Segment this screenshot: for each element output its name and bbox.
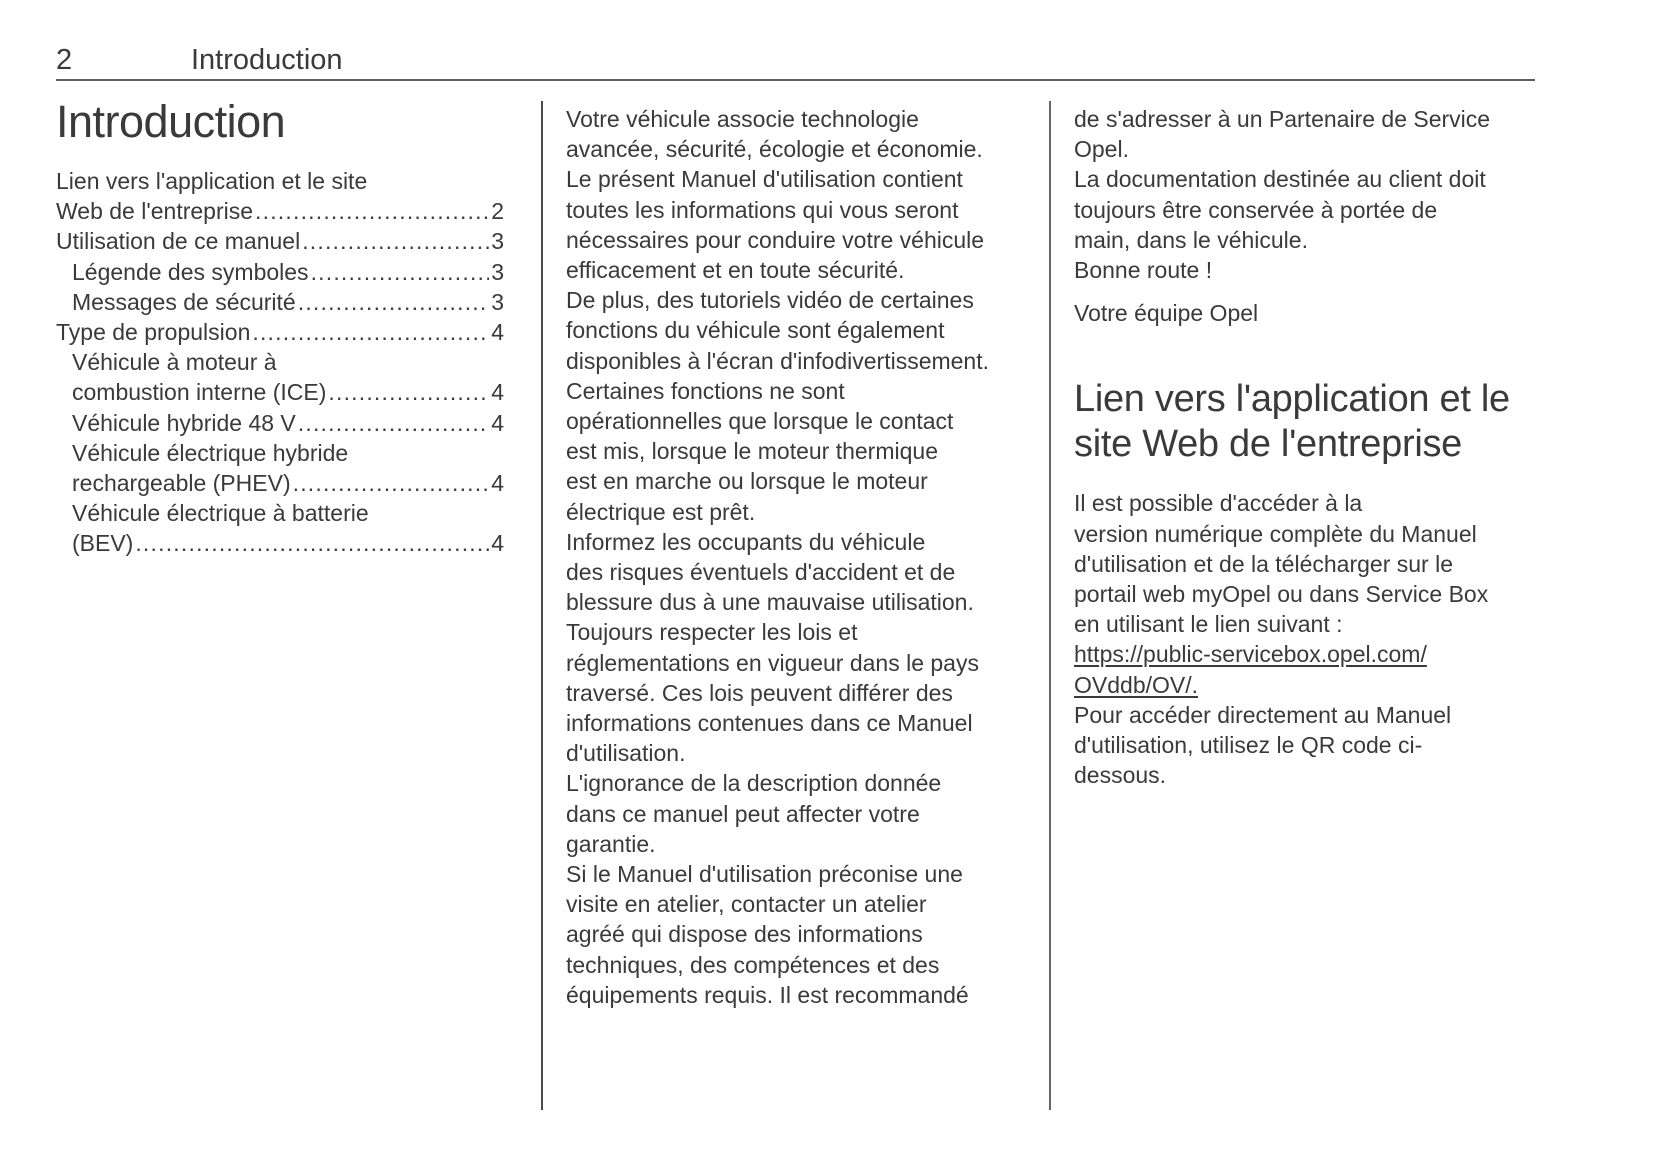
text-line: opérationnelles que lorsque le contact bbox=[566, 408, 954, 435]
dot-leader bbox=[255, 196, 489, 226]
intro-body-text bbox=[566, 104, 1036, 1010]
text-line: Votre véhicule associe technologie bbox=[566, 106, 919, 132]
text-line: toutes les informations qui vous seront bbox=[566, 196, 959, 223]
toc-entry[interactable] bbox=[56, 438, 504, 498]
toc-entry-label-line: Véhicule à moteur à bbox=[72, 349, 277, 376]
text-line: d'utilisation. bbox=[566, 740, 686, 767]
text-line: garantie. bbox=[566, 830, 656, 857]
page-number: 2 bbox=[56, 44, 73, 76]
toc-entry-label-line: Véhicule électrique hybride bbox=[72, 439, 349, 466]
toc-page-number: 3 bbox=[491, 228, 504, 255]
toc-line bbox=[72, 287, 504, 317]
text-line: est en marche ou lorsque le moteur bbox=[566, 468, 928, 495]
table-of-contents bbox=[56, 166, 504, 559]
text-line: techniques, des compétences et des bbox=[566, 951, 940, 978]
text-line: en utilisant le lien suivant : bbox=[1074, 611, 1343, 638]
text-line: fonctions du véhicule sont également bbox=[566, 317, 945, 344]
dot-leader bbox=[298, 408, 489, 438]
servicebox-link[interactable] bbox=[1074, 639, 1544, 699]
text-line: visite en atelier, contacter un atelier bbox=[566, 891, 927, 918]
link-text[interactable]: https://public-servicebox.opel.com/ bbox=[1074, 641, 1427, 668]
toc-entry[interactable] bbox=[56, 287, 504, 317]
text-line: est mis, lorsque le moteur thermique bbox=[566, 438, 938, 465]
toc-line bbox=[72, 528, 504, 558]
toc-entry-label: (BEV) bbox=[72, 530, 134, 557]
section-heading-line: site Web de l'entreprise bbox=[1074, 423, 1462, 466]
section-heading bbox=[1074, 377, 1544, 467]
column-divider bbox=[1049, 101, 1051, 1110]
toc-page-number: 4 bbox=[491, 530, 504, 557]
dot-leader bbox=[293, 468, 490, 498]
running-section-title: Introduction bbox=[191, 44, 343, 76]
toc-entry-label: Type de propulsion bbox=[56, 319, 251, 346]
text-line: Opel. bbox=[1074, 136, 1129, 163]
toc-entry[interactable] bbox=[56, 166, 504, 226]
toc-entry[interactable] bbox=[56, 408, 504, 438]
text-line: Pour accéder directement au Manuel bbox=[1074, 701, 1452, 728]
toc-page-number: 4 bbox=[491, 379, 504, 406]
text-line: Certaines fonctions ne sont bbox=[566, 377, 845, 404]
text-line: des risques éventuels d'accident et de bbox=[566, 559, 956, 586]
toc-entry-label: Utilisation de ce manuel bbox=[56, 228, 301, 255]
text-line: dessous. bbox=[1074, 762, 1167, 789]
text-line: agréé qui dispose des informations bbox=[566, 921, 923, 948]
toc-line bbox=[72, 377, 504, 407]
toc-line bbox=[72, 257, 504, 287]
dot-leader bbox=[298, 287, 489, 317]
toc-line bbox=[72, 468, 504, 498]
toc-entry[interactable] bbox=[56, 317, 504, 347]
text-line: réglementations en vigueur dans le pays bbox=[566, 649, 979, 676]
toc-entry-label: combustion interne (ICE) bbox=[72, 379, 327, 406]
text-line: L'ignorance de la description donnée bbox=[566, 770, 942, 797]
toc-entry[interactable] bbox=[56, 226, 504, 256]
text-line: électrique est prêt. bbox=[566, 498, 756, 525]
text-line: version numérique complète du Manuel bbox=[1074, 520, 1477, 547]
toc-page-number: 4 bbox=[491, 409, 504, 436]
toc-entry-label-line: Véhicule électrique à batterie bbox=[72, 500, 369, 527]
text-line: De plus, des tutoriels vidéo de certaines bbox=[566, 287, 974, 314]
column-3 bbox=[1074, 104, 1544, 790]
running-header bbox=[56, 44, 1535, 81]
text-line: Bonne route ! bbox=[1074, 257, 1213, 284]
toc-entry-label: Véhicule hybride 48 V bbox=[72, 409, 296, 436]
toc-line bbox=[56, 317, 504, 347]
toc-page-number: 3 bbox=[491, 288, 504, 315]
text-line: disponibles à l'écran d'infodivertissement. bbox=[566, 347, 990, 374]
toc-line bbox=[72, 408, 504, 438]
text-line: blessure dus à une mauvaise utilisation. bbox=[566, 589, 974, 616]
text-line: avancée, sécurité, écologie et économie. bbox=[566, 136, 983, 163]
text-line: traversé. Ces lois peuvent différer des bbox=[566, 679, 953, 706]
text-line: de s'adresser à un Partenaire de Service bbox=[1074, 106, 1491, 132]
toc-page-number: 2 bbox=[491, 198, 504, 225]
toc-page-number: 4 bbox=[491, 470, 504, 497]
link-text[interactable]: OVddb/OV/. bbox=[1074, 671, 1199, 698]
text-line: Le présent Manuel d'utilisation contient bbox=[566, 166, 963, 193]
intro-continued-text bbox=[1074, 104, 1544, 285]
text-line: informations contenues dans ce Manuel bbox=[566, 710, 973, 737]
text-line: Il est possible d'accéder à la bbox=[1074, 490, 1363, 517]
toc-entry-label-line: Lien vers l'application et le site bbox=[56, 168, 368, 194]
text-line: d'utilisation et de la télécharger sur le bbox=[1074, 550, 1453, 577]
text-line: La documentation destinée au client doit bbox=[1074, 166, 1486, 193]
text-line: Toujours respecter les lois et bbox=[566, 619, 858, 646]
text-line: nécessaires pour conduire votre véhicule bbox=[566, 226, 985, 253]
text-line: toujours être conservée à portée de bbox=[1074, 196, 1438, 223]
toc-entry-label: Messages de sécurité bbox=[72, 288, 296, 315]
qr-instruction-text bbox=[1074, 700, 1544, 791]
text-line: portail web myOpel ou dans Service Box bbox=[1074, 581, 1489, 608]
dot-leader bbox=[135, 528, 489, 558]
text-line: Informez les occupants du véhicule bbox=[566, 528, 926, 555]
text-line: main, dans le véhicule. bbox=[1074, 226, 1308, 253]
toc-page-number: 3 bbox=[491, 258, 504, 285]
toc-page-number: 4 bbox=[491, 319, 504, 346]
section-heading-line: Lien vers l'application et le bbox=[1074, 378, 1510, 421]
text-line: équipements requis. Il est recommandé bbox=[566, 981, 969, 1008]
text-line: Si le Manuel d'utilisation préconise une bbox=[566, 861, 963, 888]
toc-line bbox=[56, 226, 504, 256]
toc-entry-label: Web de l'entreprise bbox=[56, 198, 254, 225]
column-2 bbox=[566, 104, 1036, 1010]
section-body-text bbox=[1074, 488, 1544, 639]
column-divider bbox=[541, 101, 543, 1110]
signature: Votre équipe Opel bbox=[1074, 300, 1259, 327]
text-line: d'utilisation, utilisez le QR code ci- bbox=[1074, 732, 1423, 759]
toc-entry[interactable] bbox=[56, 257, 504, 287]
dot-leader bbox=[311, 257, 490, 287]
dot-leader bbox=[252, 317, 489, 347]
text-line: efficacement et en toute sécurité. bbox=[566, 257, 905, 284]
toc-line bbox=[56, 196, 504, 226]
text-line: dans ce manuel peut affecter votre bbox=[566, 800, 920, 827]
dot-leader bbox=[302, 226, 489, 256]
dot-leader bbox=[328, 377, 489, 407]
page-title: Introduction bbox=[56, 96, 286, 147]
toc-entry[interactable] bbox=[56, 498, 504, 558]
toc-entry-label: rechargeable (PHEV) bbox=[72, 470, 291, 497]
toc-entry[interactable] bbox=[56, 347, 504, 407]
column-1 bbox=[56, 96, 504, 559]
toc-entry-label: Légende des symboles bbox=[72, 258, 309, 285]
